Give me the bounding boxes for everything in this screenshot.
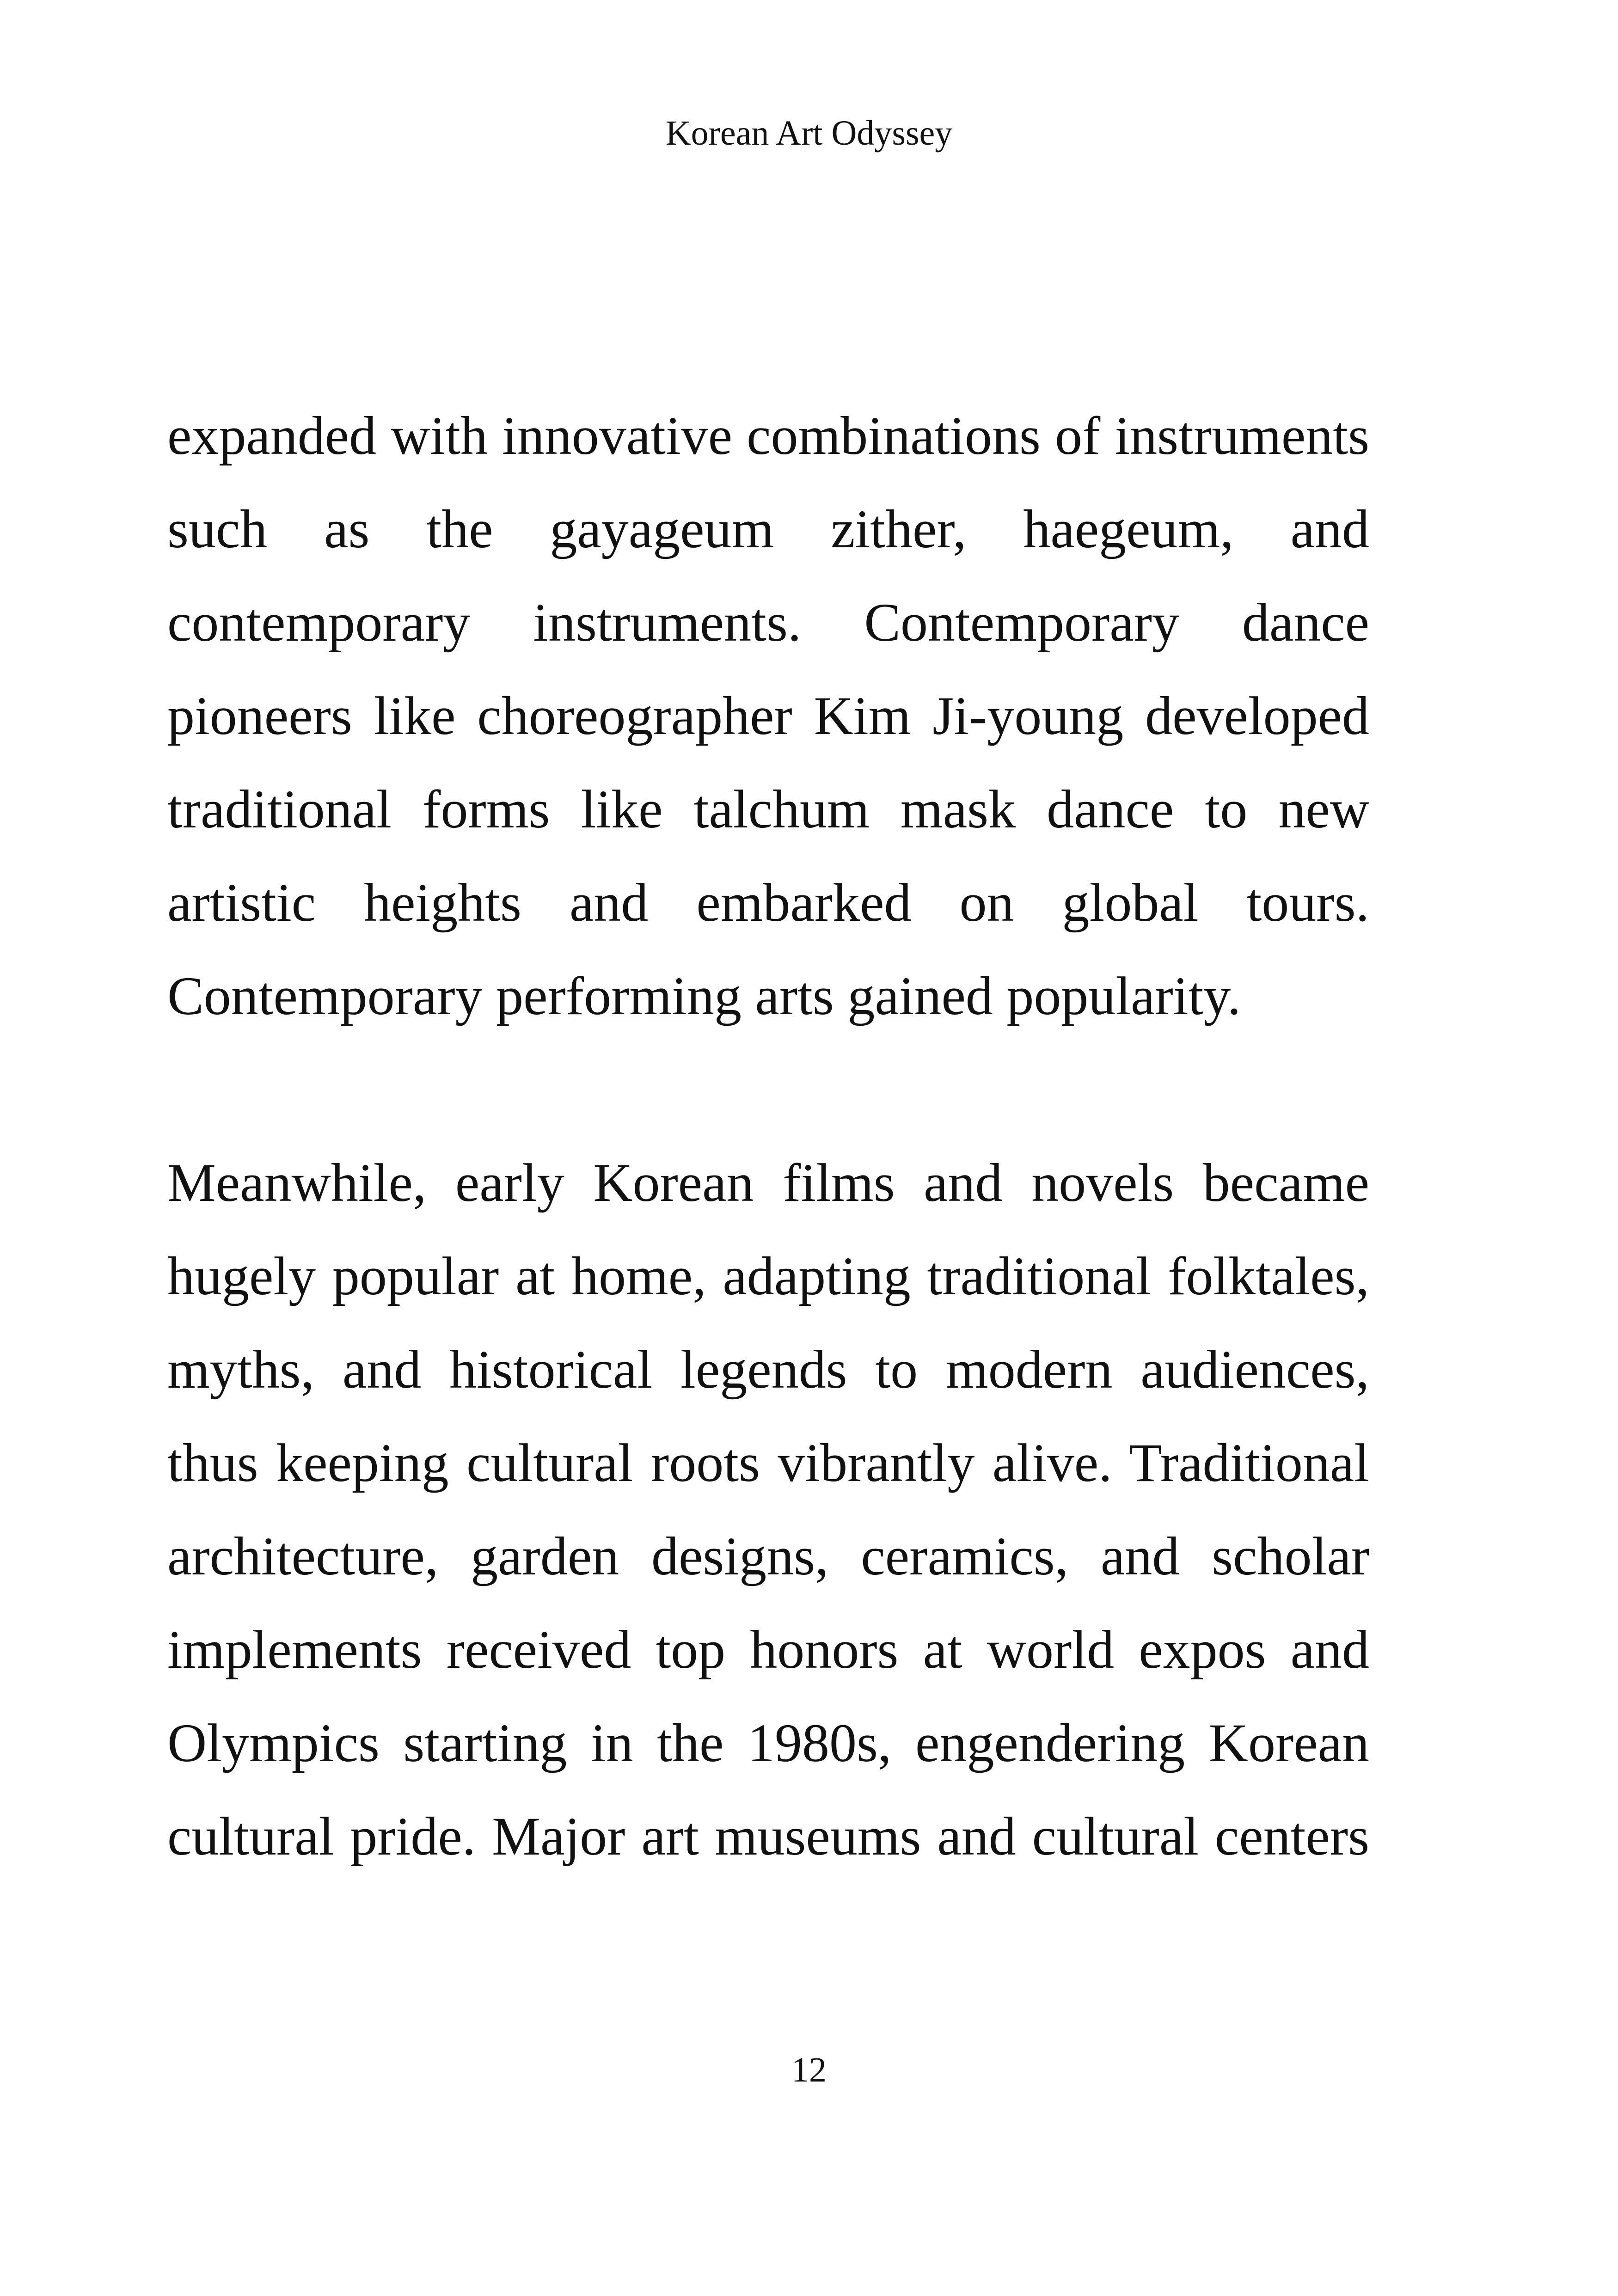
- text-line: contemporary instruments. Contemporary dance: [167, 592, 1369, 653]
- text-line: myths, and historical legends to modern audiences,: [167, 1339, 1369, 1400]
- page-number: 12: [791, 2051, 827, 2089]
- text-line: artistic heights and embarked on global tours.: [167, 872, 1369, 933]
- text-line: cultural pride. Major art museums and cultural centers: [167, 1806, 1369, 1867]
- text-line: Meanwhile, early Korean films and novels became: [167, 1152, 1369, 1213]
- text-line: architecture, garden designs, ceramics, and scholar: [167, 1526, 1369, 1586]
- paragraph: [167, 389, 1369, 1043]
- text-line: Contemporary performing arts gained popularity.: [167, 966, 1241, 1026]
- body-text: [167, 389, 1369, 1883]
- text-line: thus keeping cultural roots vibrantly alive. Traditional: [167, 1433, 1369, 1493]
- text-line: traditional forms like talchum mask dance to new: [167, 779, 1369, 839]
- text-line: pioneers like choreographer Kim Ji-young developed: [167, 686, 1369, 746]
- text-line: implements received top honors at world expos and: [167, 1619, 1369, 1680]
- text-line: such as the gayageum zither, haegeum, and: [167, 499, 1369, 559]
- paragraph-spacer: [167, 1043, 1369, 1136]
- text-line: expanded with innovative combinations of instruments: [167, 405, 1369, 466]
- text-line: Olympics starting in the 1980s, engendering Korean: [167, 1713, 1369, 1773]
- paragraph: [167, 1136, 1369, 1883]
- running-header: Korean Art Odyssey: [665, 114, 953, 153]
- text-line: hugely popular at home, adapting traditional folktales,: [167, 1246, 1369, 1306]
